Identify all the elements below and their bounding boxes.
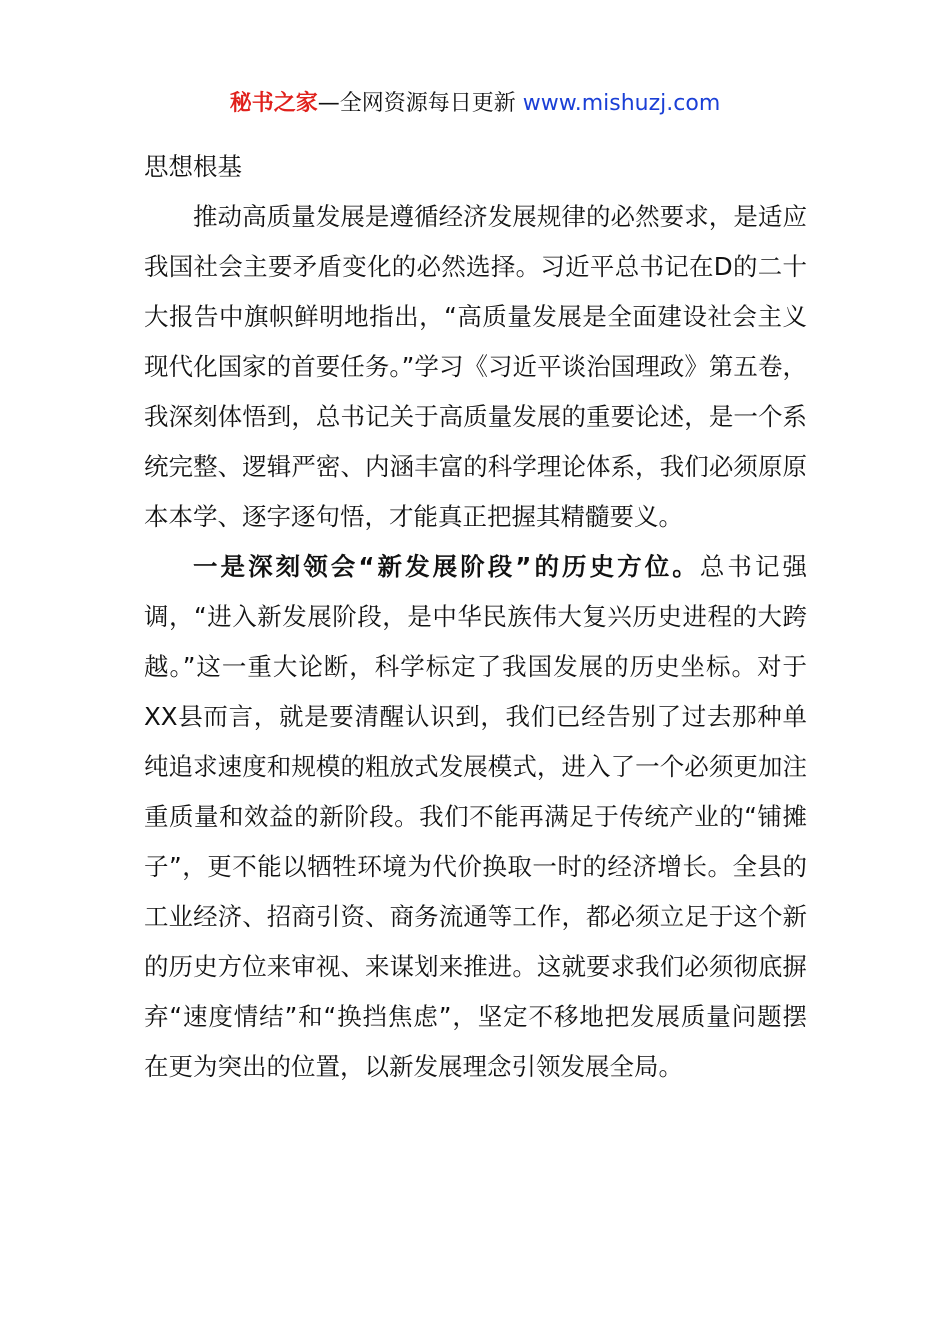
site-url-link[interactable]: www.mishuzj.com xyxy=(522,91,721,116)
paragraph-point-one xyxy=(144,542,807,1092)
document-body xyxy=(144,142,807,1092)
brand-name: 秘书之家 xyxy=(229,91,318,116)
paragraph-continuation xyxy=(144,142,807,192)
paragraph-intro xyxy=(144,192,807,542)
paragraph-lead-heading: 一是深刻领会“新发展阶段”的历史方位。 xyxy=(193,552,700,581)
paragraph-text: 总书记强调，“进入新发展阶段，是中华民族伟大复兴历史进程的大跨越。”这一重大论断，科学标定了我国发展的历史坐标。对于XX县而言，就是要清醒认识到，我们已经告别了过去那种单纯追求速度和规模的粗放式发展模式，进入了一个必须更加注重质量和效益的新阶段。我们不能再满足于传统产业的“铺摊子”，更不能以牺牲环境为代价换取一时的经济增长。全县的工业经济、招商引资、商务流通等工作，都必须立足于这个新的历史方位来审视、来谋划来推进。这就要求我们必须彻底摒弃“速度情结”和“换挡焦虑”，坚定不移地把发展质量问题摆在更为突出的位置，以新发展理念引领发展全局。 xyxy=(144,552,808,1081)
paragraph-text: 思想根基 xyxy=(144,152,242,181)
page-header xyxy=(0,86,950,122)
header-tagline: —全网资源每日更新 xyxy=(317,91,523,116)
paragraph-text: 推动高质量发展是遵循经济发展规律的必然要求，是适应我国社会主要矛盾变化的必然选择。习近平总书记在D的二十大报告中旗帜鲜明地指出，“高质量发展是全面建设社会主义现代化国家的首要任务。”学习《习近平谈治国理政》第五卷，我深刻体悟到，总书记关于高质量发展的重要论述，是一个系统完整、逻辑严密、内涵丰富的科学理论体系，我们必须原原本本学、逐字逐句悟，才能真正把握其精髓要义。 xyxy=(144,202,807,531)
